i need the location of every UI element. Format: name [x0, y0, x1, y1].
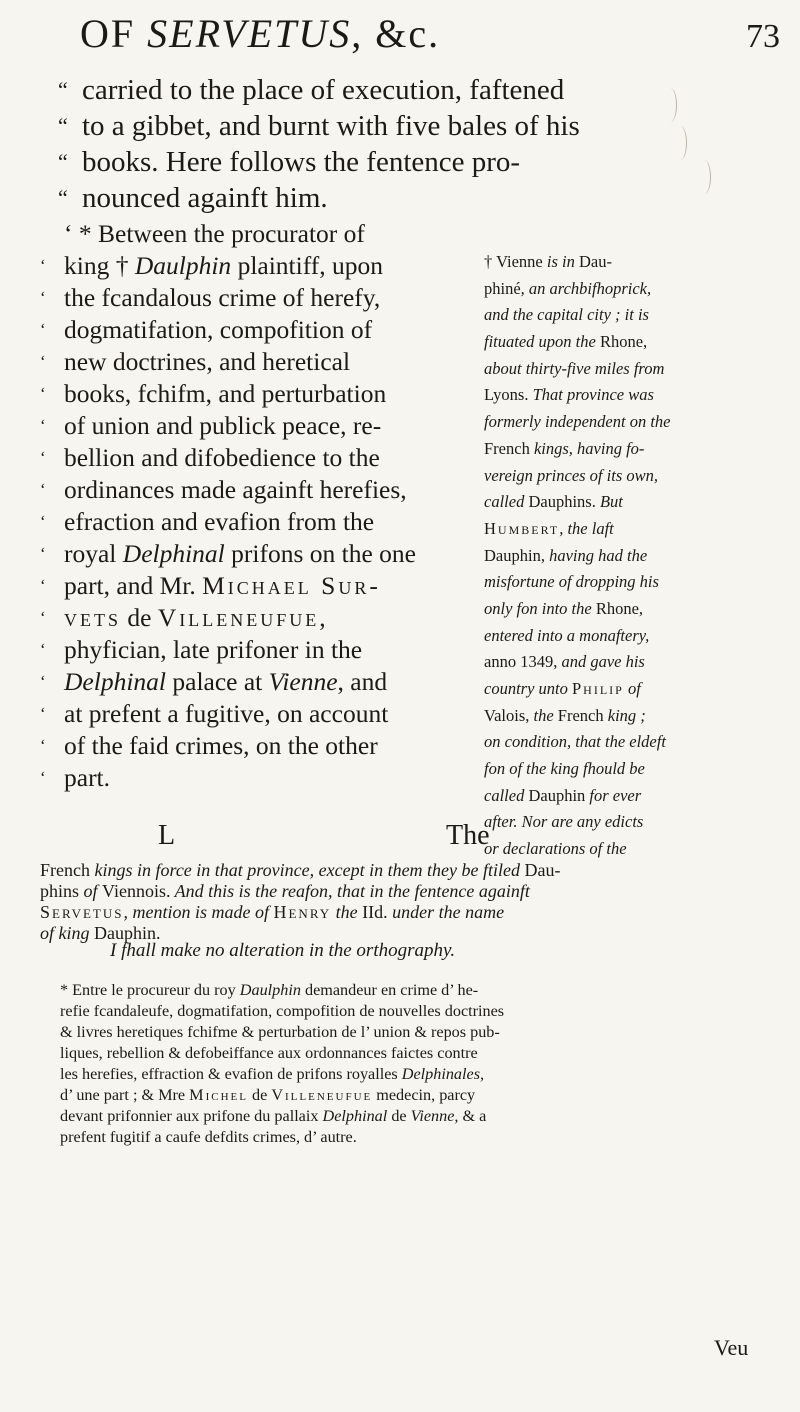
text-run: Daulphin — [134, 251, 232, 280]
text-line — [484, 623, 784, 650]
text-line — [40, 538, 480, 570]
text-run: the — [331, 902, 363, 922]
text-line — [40, 881, 770, 902]
text-run: Rhone, — [599, 332, 648, 352]
text-run: Humbert — [484, 518, 560, 538]
text-line — [40, 902, 770, 923]
text-run: after. Nor are any edicts — [484, 812, 644, 832]
text-run: Dauphin. — [94, 923, 161, 943]
orthography-note: I fhall make no alteration in the orthography. — [110, 940, 456, 961]
text-run: prifons on the one — [224, 539, 416, 568]
text-line — [484, 516, 784, 543]
line-text: carried to the place of execution, faftened — [82, 74, 565, 106]
text-run: vets — [64, 603, 121, 632]
running-head-post: , &c. — [351, 11, 441, 56]
text-run: part. — [64, 763, 111, 792]
quote-mark: ‘ — [40, 576, 46, 595]
text-run: French — [557, 705, 604, 725]
text-line — [484, 409, 784, 436]
text-line — [484, 382, 784, 409]
text-line — [484, 276, 784, 303]
text-line — [484, 783, 784, 810]
text-run: royal — [64, 539, 123, 568]
text-run: Daulphin — [239, 981, 301, 999]
quote-mark: ‘ — [40, 736, 46, 755]
text-run: vereign princes of its own, — [484, 465, 658, 485]
text-line — [40, 282, 480, 314]
text-line — [40, 698, 480, 730]
text-line — [58, 144, 758, 180]
text-run: demandeur en crime d’ he- — [300, 981, 479, 999]
text-line — [40, 860, 770, 881]
text-line — [40, 666, 480, 698]
text-run: Lyons. — [484, 385, 529, 405]
text-line — [40, 218, 480, 250]
text-run: , mention is made of — [123, 902, 274, 922]
page-edge-mark — [698, 160, 711, 194]
text-line — [58, 72, 758, 108]
text-line — [484, 436, 784, 463]
text-line — [484, 676, 784, 703]
text-run: fituated upon the — [484, 332, 600, 352]
text-run: medecin, parcy — [372, 1086, 476, 1104]
page-number: 73 — [746, 18, 780, 55]
quote-mark: ‘ — [40, 352, 46, 371]
quote-mark: ‘ — [40, 640, 46, 659]
quote-mark: ‘ — [40, 256, 46, 275]
text-line — [60, 980, 780, 1001]
text-line — [40, 730, 480, 762]
line-text: books. Here follows the fentence pro- — [82, 146, 521, 178]
text-run: prefent fugitif a caufe defdits crimes, d’ autre. — [60, 1128, 357, 1146]
text-run: French — [484, 438, 530, 458]
text-run: kings, having fo- — [529, 438, 645, 458]
lead-paragraph — [58, 72, 758, 216]
text-line — [484, 543, 784, 570]
running-head — [80, 10, 440, 57]
text-run: of king — [40, 923, 94, 943]
text-run: only fon into the — [484, 598, 596, 618]
catchword: The — [446, 820, 490, 851]
text-line — [484, 249, 784, 276]
quote-mark: ‘ — [40, 768, 46, 787]
text-run: Villeneufue — [157, 603, 320, 632]
text-run: of — [79, 881, 103, 901]
text-run: phyfician, late prifoner in the — [64, 635, 363, 664]
text-line — [484, 596, 784, 623]
text-run: for ever — [585, 785, 642, 805]
page-edge-mark — [674, 126, 687, 160]
text-run: king † — [64, 251, 135, 280]
text-run: Dau- — [524, 860, 561, 880]
text-run: ‘ * Between the procurator of — [64, 219, 365, 248]
text-run: Delphinal — [122, 539, 225, 568]
text-run: on condition, that the eldeft — [484, 732, 666, 752]
text-line — [60, 1085, 780, 1106]
text-run: Villeneufue — [271, 1086, 373, 1104]
text-run: and gave his — [557, 652, 645, 672]
text-line — [60, 1022, 780, 1043]
text-run: Viennois. — [102, 881, 171, 901]
text-line — [484, 703, 784, 730]
running-head-title: SERVETUS — [147, 11, 352, 56]
text-run: * Entre le procureur du roy — [60, 981, 240, 999]
text-line — [60, 1001, 780, 1022]
text-run: Dauphins. — [528, 492, 596, 512]
text-run: bellion and difobedience to the — [64, 443, 380, 472]
text-run: country unto — [484, 679, 572, 698]
quote-mark: “ — [58, 77, 68, 102]
text-run: Vienne, — [410, 1107, 459, 1125]
text-run: efraction and evafion from the — [64, 507, 375, 536]
text-run: having had the — [544, 545, 648, 565]
line-text: nounced againft him. — [82, 182, 328, 214]
text-line — [40, 378, 480, 410]
text-run: formerly independent on the — [484, 412, 671, 432]
text-line — [484, 756, 784, 783]
text-run: And this is the reafon, that in the fentence againft — [170, 881, 530, 901]
text-line — [40, 346, 480, 378]
quote-mark: ‘ — [40, 704, 46, 723]
sentence-column — [40, 218, 480, 794]
text-run: Dauphin, — [484, 545, 545, 565]
text-run: under the name — [387, 902, 505, 922]
text-run: de — [247, 1086, 272, 1104]
text-run: the — [529, 705, 558, 725]
text-run: d’ une part ; & Mre — [60, 1086, 190, 1104]
side-footnote — [484, 249, 784, 863]
text-run: anno 1349, — [484, 652, 558, 672]
text-line — [40, 250, 480, 282]
text-line — [40, 506, 480, 538]
text-line — [40, 570, 480, 602]
text-run: called — [484, 785, 529, 805]
text-run: the fcandalous crime of herefy, — [64, 283, 381, 312]
text-line — [484, 489, 784, 516]
text-run: Delphinal — [64, 667, 166, 696]
text-line — [40, 634, 480, 666]
text-line — [60, 1064, 780, 1085]
quote-mark: ‘ — [40, 288, 46, 307]
line-text: to a gibbet, and burnt with five bales of his — [82, 110, 580, 142]
text-run: misfortune of dropping his — [484, 572, 659, 592]
quote-mark: ‘ — [40, 416, 46, 435]
text-run: Dauphin — [528, 785, 586, 805]
text-run: Servetus — [40, 902, 124, 922]
text-run: French — [40, 860, 90, 880]
text-run: palace at — [166, 667, 269, 696]
text-run: phiné — [484, 278, 521, 298]
text-run: at prefent a fugitive, on account — [64, 699, 389, 728]
text-run: de — [121, 603, 158, 632]
quote-mark: “ — [58, 185, 68, 210]
text-run: Henry — [273, 902, 332, 922]
text-run: Philip — [572, 679, 624, 698]
text-run: phins — [40, 881, 80, 901]
text-line — [40, 602, 480, 634]
text-run: & a — [458, 1107, 487, 1125]
quote-mark: ‘ — [40, 512, 46, 531]
text-run: , and — [337, 667, 388, 696]
text-line — [40, 410, 480, 442]
bottom-catchword: Veu — [714, 1335, 749, 1360]
text-run: & livres heretiques fchifme & perturbation de l’ union & repos pub- — [60, 1023, 500, 1041]
text-run: dogmatifation, compofition of — [64, 315, 373, 344]
text-line — [40, 474, 480, 506]
page-header — [60, 10, 780, 70]
text-line — [40, 442, 480, 474]
text-line — [484, 302, 784, 329]
text-run: new doctrines, and heretical — [64, 347, 351, 376]
page-edge-mark — [664, 88, 677, 122]
text-line — [40, 314, 480, 346]
text-run: Michael Sur- — [202, 571, 381, 600]
text-line — [60, 1106, 780, 1127]
text-run: called — [484, 492, 529, 512]
quote-mark: ‘ — [40, 608, 46, 627]
quote-mark: ‘ — [40, 480, 46, 499]
text-line — [484, 329, 784, 356]
text-run: books, fchifm, and perturbation — [64, 379, 387, 408]
quote-mark: ‘ — [40, 448, 46, 467]
text-line — [60, 1043, 780, 1064]
text-line — [60, 1127, 780, 1148]
text-run: of union and publick peace, re- — [64, 411, 382, 440]
text-line — [484, 356, 784, 383]
footnote-continuation — [40, 860, 770, 944]
quote-mark: “ — [58, 113, 68, 138]
text-line — [484, 649, 784, 676]
text-run: plaintiff, upon — [231, 251, 383, 280]
running-head-pre: OF — [80, 11, 148, 56]
text-run: and the capital city ; it is — [484, 305, 649, 325]
text-run: Valois, — [484, 705, 530, 725]
text-line — [58, 108, 758, 144]
text-line — [484, 463, 784, 490]
quote-mark: ‘ — [40, 544, 46, 563]
text-run: ordinances made againft herefies, — [64, 475, 407, 504]
text-run: But — [595, 492, 623, 512]
text-run: liques, rebellion & defobeiffance aux ordonnances faictes contre — [60, 1044, 478, 1062]
text-run: Dau- — [578, 252, 612, 271]
text-run: about thirty-five miles from — [484, 358, 665, 378]
text-run: entered into a monaftery, — [484, 625, 650, 645]
text-run: refie fcandaleufe, dogmatifation, compofition de nouvelles doctrines — [60, 1002, 505, 1020]
text-run: , — [319, 603, 326, 632]
text-run: , an archbifhoprick, — [520, 278, 652, 298]
text-run: That province was — [528, 385, 654, 405]
text-line — [40, 762, 480, 794]
text-run: of — [623, 679, 641, 698]
french-original-text — [60, 980, 780, 1148]
text-run: IId. — [362, 902, 388, 922]
text-line — [58, 180, 758, 216]
quote-mark: ‘ — [40, 384, 46, 403]
text-run: † Vienne — [484, 252, 543, 271]
text-run: part, and Mr. — [64, 571, 203, 600]
signature-row — [40, 820, 740, 859]
text-run: les herefies, effraction & evafion de prifons royalles — [60, 1065, 402, 1083]
text-run: de — [387, 1107, 411, 1125]
quote-mark: “ — [58, 149, 68, 174]
text-run: Michel — [189, 1086, 248, 1104]
text-run: devant prifonnier aux prifone du pallaix — [60, 1107, 323, 1125]
quote-mark: ‘ — [40, 672, 46, 691]
text-line — [484, 569, 784, 596]
text-run: fon of the king fhould be — [484, 759, 645, 779]
text-run: Vienne — [268, 667, 338, 696]
text-run: king ; — [603, 705, 646, 725]
text-run: , the laft — [559, 518, 614, 538]
text-run: kings in force in that province, except in them they be ftiled — [89, 860, 525, 880]
text-run: Rhone, — [595, 598, 644, 618]
signature-mark: L — [158, 820, 176, 851]
quote-mark: ‘ — [40, 320, 46, 339]
text-run: of the faid crimes, on the other — [64, 731, 378, 760]
text-run: is in — [542, 252, 579, 271]
text-line — [484, 729, 784, 756]
text-run: or declarations of the — [484, 839, 627, 859]
text-run: Delphinales, — [401, 1065, 485, 1083]
text-run: Delphinal — [322, 1107, 388, 1125]
